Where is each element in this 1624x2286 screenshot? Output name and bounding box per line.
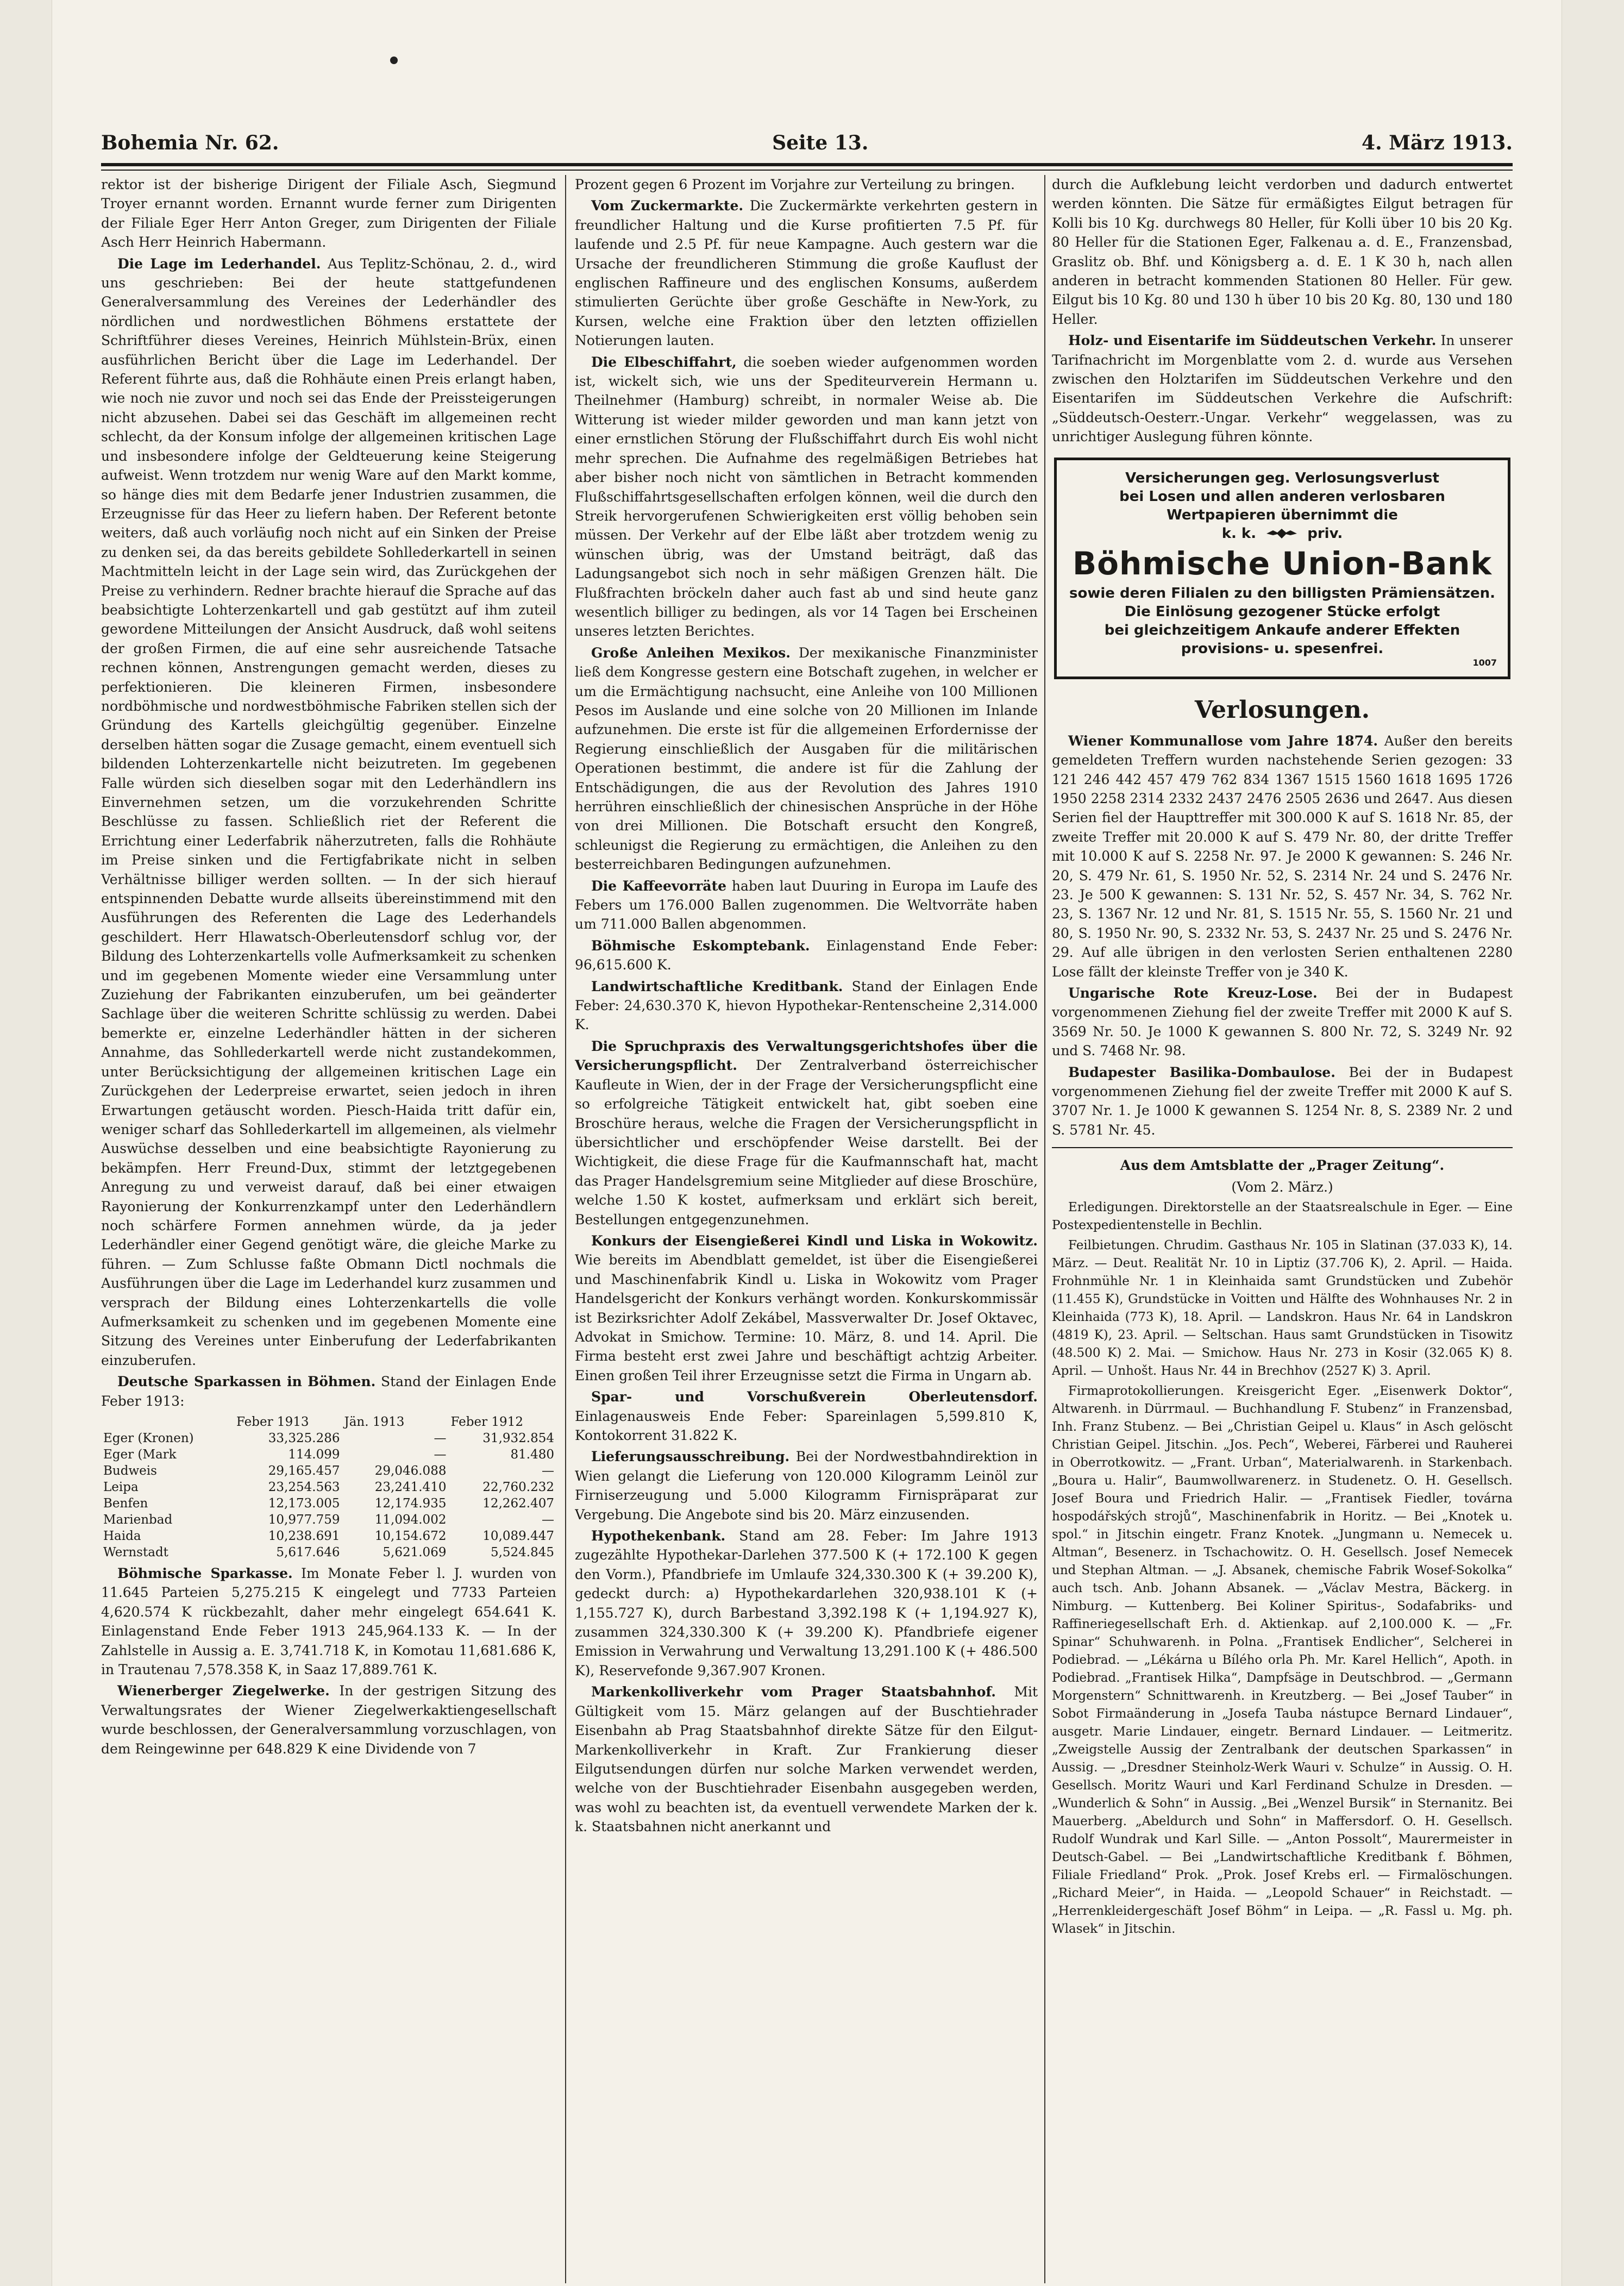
ad-text: priv. <box>1307 525 1343 542</box>
table-cell: — <box>542 1464 554 1478</box>
article-heading: Budapester Basilika-Dombaulose. <box>1068 1064 1335 1080</box>
article-ungarische-lose <box>1052 984 1513 1061</box>
article-body: In der gestrigen Sitzung des Verwaltungsrates der Wiener Ziegelwerkaktiengesellschaft wurde beschlossen, der Generalversammlung vorzuschlagen, von dem Reingewinne per 648.829 K eine Dividende von 7 <box>101 1683 556 1757</box>
article-body: Mit Gültigkeit vom 15. März gelangen auf der Buschtiehrader Eisenbahn ab Prag Staatsbahnhof direkte Sätze für den Eilgut-Markenkolliverkehr in Kraft. Zur Frankierung dieser Eilgutsendungen dürfen nur solche Marken verwendet werden, welche von der Buschtiehrader Eisenbahn ausgegeben werden, was wohl zu beachten ist, da eventuell verwendete Marken der k. k. Staatsbahnen nicht anerkannt und <box>575 1684 1038 1835</box>
table-cell: 5,617.646 <box>276 1545 340 1560</box>
article-kreditbank <box>575 977 1038 1035</box>
article-body: Einlagenstand Ende Feber: 96,615.600 K. <box>575 937 1038 973</box>
article-sparkassen <box>101 1372 556 1411</box>
table-cell: 81.480 <box>510 1448 554 1462</box>
table-cell: — <box>434 1448 447 1462</box>
table-cell: 10,089.447 <box>482 1529 554 1543</box>
article-heading: Die Kaffeevorräte <box>591 878 727 894</box>
amtsblatt-date: (Vom 2. März.) <box>1231 1179 1333 1195</box>
header-page-number: Seite 13. <box>772 131 869 154</box>
ad-text: k. k. <box>1221 525 1257 542</box>
article-body: Stand der Einlagen Ende Feber: 24,630.370 K, hievon Hypothekar-Rentenscheine 2,314.000 K. <box>575 978 1038 1033</box>
article-lederhandel <box>101 254 556 1370</box>
article-continuation: rektor ist der bisherige Dirigent der Filiale Asch, Siegmund Troyer ernannt worden. Ernannt wurde ferner zum Dirigenten der Filiale Eger Herr Anton Greger, zum Dirigenten der Filiale Asch Herr Heinrich Habermann. <box>101 177 556 250</box>
ad-text: bei Losen und allen anderen verlosbaren Wertpapieren übernimmt die <box>1119 488 1445 523</box>
table-cell: 31,932.854 <box>482 1431 554 1445</box>
article-heading: Böhmische Sparkasse. <box>117 1565 293 1581</box>
article-markenkolli <box>575 1682 1038 1836</box>
article-body: Bei der Nordwestbahndirektion in Wien gelangt die Lieferung von 120.000 Kilogramm Leinöl zur Firniserzeugung und 5.000 Kilogramm Firnispräparat zur Vergebung. Die Angebote sind bis 20. März einzusenden. <box>575 1449 1038 1523</box>
article-elbeschiffahrt <box>575 353 1038 641</box>
header-rule-thin <box>101 170 1513 171</box>
table-row <box>101 1495 556 1512</box>
article-heading: Die Spruchpraxis des Verwaltungsgerichtshofes über die Versicherungspflicht. <box>575 1038 1038 1074</box>
article-heading: Ungarische Rote Kreuz-Lose. <box>1068 985 1318 1001</box>
ad-text: bei gleichzeitigem Ankaufe anderer Effekten <box>1104 622 1460 638</box>
table-header: Feber 1912 <box>450 1415 523 1429</box>
savings-table <box>101 1414 556 1561</box>
article-wiener-kommunallose <box>1052 731 1513 981</box>
article-continuation: durch die Aufklebung leicht verdorben und dadurch entwertet werden könnten. Die Sätze für ermäßigtes Eilgut betragen für Kolli bis 10 Kg. durchwegs 80 Heller, für Kolli über 10 bis 20 Kg. 80 Heller für die Stationen Eger, Falkenau a. d. E., Franzensbad, Graslitz ob. Bhf. und Königsberg a. d. E. 1 K 30 h, nach allen anderen in betracht kommenden Stationen 80 Heller. Für gew. Eilgut bis 10 Kg. 80 und 130 h über 10 bis 20 Kg. 80, 130 und 180 Heller. <box>1052 177 1513 327</box>
ad-text: provisions- u. spesenfrei. <box>1181 640 1384 657</box>
article-body: Stand der Einlagen Ende Feber 1913: <box>101 1374 556 1409</box>
column-2 <box>575 175 1038 2283</box>
article-wienerberger <box>101 1681 556 1758</box>
table-cell: 10,238.691 <box>268 1529 340 1543</box>
article-heading: Wiener Kommunallose vom Jahre 1874. <box>1068 732 1378 749</box>
ad-text: Die Einlösung gezogener Stücke erfolgt <box>1124 603 1440 620</box>
article-body: Außer den bereits gemeldeten Treffern wurden nachstehende Serien gezogen: 33 121 246 442 457 479 762 834 1367 1515 1560 1618 1695 1726 1950 2258 2314 2332 2437 2476 2505 2636 und 2647. Aus diesen Serien fiel der Haupttreffer mit 300.000 K auf S. 1618 Nr. 85, der zweite Treffer mit 20.000 K auf S. 479 Nr. 80, der dritte Treffer mit 10.000 K auf S. 2258 Nr. 97. Je 2000 K gewannen: S. 246 Nr. 20, S. 479 Nr. 61, S. 1950 Nr. 52, S. 2314 Nr. 24 und S. 2476 Nr. 23. Je 500 K gewannen: S. 131 Nr. 52, S. 457 Nr. 34, S. 762 Nr. 23, S. 1367 Nr. 12 und Nr. 81, S. 1515 Nr. 55, S. 1560 Nr. 21 und 80, S. 1950 Nr. 90, S. 2332 Nr. 53, S. 2437 Nr. 25 und S. 2476 Nr. 29. Auf alle übrigen in den verlosten Serien enthaltenen 2280 Lose fällt der kleinste Treffer von je 340 K. <box>1052 732 1513 980</box>
article-heading: Die Elbeschiffahrt, <box>591 354 737 370</box>
section-title-verlosungen: Verlosungen. <box>1194 696 1370 724</box>
table-cell: 29,165.457 <box>268 1464 340 1478</box>
article-heading: Die Lage im Lederhandel. <box>117 255 321 272</box>
ad-code: 1007 <box>1472 657 1497 668</box>
amtsblatt-feilbietungen: Feilbietungen. Chrudim. Gasthaus Nr. 105 in Slatinan (37.033 K), 14. März. — Deut. Realität Nr. 10 in Liptiz (37.706 K), 2. April. — Haida. Frohnmühle Nr. 1 in Kleinhaida samt Grundstücken und Zubehör (11.455 K), Grundstücke in Voitten und Hälfte des Wohnhauses Nr. 2 in Kleinhaida (773 K), 18. April. — Landskron. Haus Nr. 64 in Landskron (4819 K), 23. April. — Seltschan. Haus samt Grundstücken in Tisowitz (48.500 K) 2. Mai. — Smichow. Haus Nr. 273 in Kosir (32.065 K) 8. April. — Unhošt. Haus Nr. 44 in Brechhov (2527 K) 3. April. <box>1052 1238 1513 1379</box>
article-body: Die Zuckermärkte verkehrten gestern in freundlicher Haltung und die Kurse profitierten 7.5 Pf. für laufende und 2.5 Pf. für neue Kampagne. Auch gestern war die Ursache der freundlicheren Stimmung die große Kauflust der englischen Raffineure und des englischen Konsums, außerdem stimulierten Gerüchte über große Geschäfte in New-York, zu Kursen, welche eine Fraktion über den letzten offiziellen Notierungen lauten. <box>575 198 1038 349</box>
article-body: Bei der in Budapest vorgenommenen Ziehung fiel der zweite Treffer mit 2000 K auf S. 3569 Nr. 50. Je 1000 K gewannen S. 800 Nr. 72, S. 3249 Nr. 92 und S. 7468 Nr. 98. <box>1052 985 1513 1059</box>
ad-kk-line <box>1068 524 1497 543</box>
table-cell: 33,325.286 <box>268 1431 340 1445</box>
amtsblatt-erledigungen: Erledigungen. Direktorstelle an der Staatsrealschule in Eger. — Eine Postexpedientenstelle in Bechlin. <box>1052 1200 1513 1233</box>
table-cell: 10,977.759 <box>268 1513 340 1527</box>
article-body: Wie bereits im Abendblatt gemeldet, ist über die Eisengießerei und Maschinenfabrik Kindl u. Liska in Wokowitz vom Prager Handelsgericht der Konkurs verhängt worden. Konkurskommissär ist Bezirksrichter Adolf Zekábel, Massverwalter Dr. Josef Oktavec, Advokat in Smichow. Termine: 10. März, 8. und 14. April. Die Firma besteht erst zwei Jahre und beschäftigt achtzig Arbeiter. Einen großen Teil ihrer Erzeugnisse setzt die Firma in Ungarn ab. <box>575 1252 1038 1383</box>
article-continuation: Prozent gegen 6 Prozent im Vorjahre zur Verteilung zu bringen. <box>575 177 1015 192</box>
table-row <box>101 1544 556 1561</box>
section-divider <box>1052 1147 1513 1148</box>
table-cell: 22,760.232 <box>482 1480 554 1494</box>
column-rule-1 <box>565 175 566 2283</box>
article-body: Im Monate Feber l. J. wurden von 11.645 Parteien 5,275.215 K eingelegt und 7733 Parteien 4,620.574 K rückbezahlt, daher mehr eingelegt 654.641 K. Einlagenstand Ende Feber 1913 245,964.133 K. — In der Zahlstelle in Aussig a. E. 3,741.718 K, in Komotau 11,681.686 K, in Trautenau 7,578.358 K, in Saaz 17,889.761 K. <box>101 1565 556 1678</box>
page-header <box>101 126 1513 160</box>
header-rule <box>101 163 1513 166</box>
table-cell: — <box>542 1513 554 1527</box>
table-cell: Eger (Kronen) <box>103 1431 194 1445</box>
table-row <box>101 1512 556 1528</box>
article-konkurs <box>575 1231 1038 1385</box>
table-cell: Wernstadt <box>103 1545 168 1560</box>
article-hypothekenbank <box>575 1526 1038 1680</box>
article-body: Stand am 28. Feber: Im Jahre 1913 zugezählte Hypothekar-Darlehen 377.500 K (+ 172.100 K gegen den Vorm.), Pfandbriefe im Umlaufe 324,330.300 K (+ 39.200 K), gedeckt durch: a) Hypothekardarlehen 320,938.101 K (+ 1,155.727 K), durch Barbestand 3,392.198 K (+ 1,194.927 K), zusammen 324,330.300 K (+ 39.200 K). Pfandbriefe eigener Emission in Verwahrung und Verwaltung 13,291.100 K (+ 486.500 K), Reservefonde 9,367.907 Kronen. <box>575 1528 1038 1679</box>
article-body: Aus Teplitz-Schönau, 2. d., wird uns geschrieben: Bei der heute stattgefundenen Generalversammlung des Vereines der Lederhändler des nördlichen und nordwestlichen Böhmens erstattete der Schriftführer dieses Vereines, Heinrich Mühlstein-Brüx, einen ausführlichen Bericht über die Lage im Lederhandel. Der Referent führte aus, daß die Rohhäute einen Preis erlangt haben, wie noch nie zuvor und noch sei das Ende der Preissteigerungen nicht abzusehen. Dabei sei das Geschäft im allgemeinen recht schlecht, da der Konsum infolge der allgemeinen kritischen Lage und insbesondere infolge der Geldteuerung keine Steigerung aufweist. Wenn trotzdem nur wenig Ware auf den Markt komme, so hänge dies mit dem Bedarfe jener Industrien zusammen, die Erzeugnisse für das Heer zu liefern haben. Der Referent betonte weiters, daß auch vorläufig noch nicht auf ein Sinken der Preise zu denken sei, da das bereits gebildete Sohllederkartell in seinen Machtmitteln leicht in der Lage sein wird, das Zurückgehen der Preise zu verhindern. Redner brachte hierauf die Sprache auf das beabsichtigte Lohterzenkartell und gab gestützt auf ihm zuteil gewordene Mitteilungen der Ansicht Ausdruck, daß wohl seitens der großen Firmen, die auf eine sehr ausreichende Tatsache rechnen können, Anstrengungen gemacht werden, dieses zu perfektionieren. Die kleineren Firmen, insbesondere nordböhmische und nordwestböhmische Fabriken stellen sich der Gründung des Kartells gleichgültig gegenüber. Einzelne derselben hätten sogar die Zusage gemacht, einem eventuell sich bildenden Lohterzenkartelle nicht beizutreten. Im gegebenen Falle würden sich dieselben sogar mit den Lederhändlern ins Einvernehmen setzen, um die vorzukehrenden Schritte Beschlüsse zu fassen. Schließlich riet der Referent die Errichtung einer Lederfabrik näherzutreten, falls die Rohhäute im Preise sinken und die Fertigfabrikate nicht in selben Verhältnisse billiger werden sollten. — In der sich hierauf entspinnenden Debatte wurde allseits übereinstimmend mit den Ausführungen des Referenten die Lage des Lederhandels geschildert. Herr Hlawatsch-Oberleutensdorf schlug vor, der Bildung des Lohterzenkartells volle Aufmerksamkeit zu schenken und im gegebenen Momente wieder eine Versammlung unter Zuziehung der Fabrikanten einzuberufen, um bei geänderter Sachlage über die weiteren Schritte schlüssig zu werden. Dabei bemerkte er, einzelne Lederhändler hätten in der sicheren Annahme, das Sohllederkartell werde nicht zustandekommen, unter Berücksichtigung der allgemeinen kritischen Lage ein Zurückgehen der Lederpreise erwartet, seien jedoch in ihren Erwartungen getäuscht worden. Piesch-Haida tritt dafür ein, weniger scharf das Sohllederkartell im allgemeinen, als vielmehr Auswüchse desselben und eine beabsichtigte Rayonierung zu bekämpfen. Herr Freund-Dux, stimmt der letztgegebenen Anregung zu und verweist darauf, daß bei einer etwaigen Rayonierung der Konkurrenzkampf unter den Lederhändlern noch schärfere Formen annehmen würde, da ja jeder Lederhändler einer Gegend genötigt wäre, die gleiche Marke zu führen. — Zum Schlusse faßte Obmann Dictl nochmals die Ausführungen über die Lage im Lederhandel kurz zusammen und versprach der Bildung eines Lohterzenkartells die volle Aufmerksamkeit zu schenken und im gegebenen Momente eine Sitzung des Vereines unter Einberufung der Lederfabrikanten einzuberufen. <box>101 255 556 1368</box>
table-cell: 12,262.407 <box>482 1496 554 1511</box>
table-cell: 5,621.069 <box>383 1545 447 1560</box>
table-cell: 11,094.002 <box>374 1513 447 1527</box>
article-heading: Große Anleihen Mexikos. <box>591 644 791 661</box>
table-cell: Haida <box>103 1529 141 1543</box>
article-body: haben laut Duuring in Europa im Laufe des Febers um 176.000 Ballen zugenommen. Die Weltvorräte haben um 711.000 Ballen abgenommen. <box>575 878 1038 932</box>
article-heading: Wienerberger Ziegelwerke. <box>117 1683 330 1699</box>
table-cell: Budweis <box>103 1464 157 1478</box>
table-header: Feber 1913 <box>236 1415 309 1429</box>
table-row <box>101 1528 556 1544</box>
article-heading: Markenkolliverkehr vom Prager Staatsbahnhof. <box>591 1684 996 1700</box>
article-lieferung <box>575 1447 1038 1524</box>
table-cell: 23,241.410 <box>374 1480 447 1494</box>
ad-bank-name: Böhmische Union-Bank <box>1072 544 1493 582</box>
article-body: Der mexikanische Finanzminister ließ dem Kongresse gestern eine Botschaft zugehen, in welcher er um die Ermächtigung nachsucht, eine Anleihe von 100 Millionen Pesos im Auslande und eine solche von 20 Millionen im Inlande aufzunehmen. Die erste ist für die allgemeinen Erfordernisse der Regierung einschließlich der Ausgaben für die militärischen Operationen bestimmt, die andere ist für die Zahlung der Entschädigungen, die aus der Revolution des Jahres 1910 herrühren einschließlich der chinesischen Ansprüche in der Höhe von drei Millionen. Die Botschaft ersucht den Kongreß, schleunigst die Regierung zu ermächtigen, die Anleihen zu den besterreichbaren Bedingungen aufzunehmen. <box>575 644 1038 873</box>
column-1 <box>101 175 556 2283</box>
table-cell: Eger (Mark <box>103 1448 177 1462</box>
article-kaffee <box>575 876 1038 934</box>
table-cell: 10,154.672 <box>374 1529 447 1543</box>
article-boehm-sparkasse <box>101 1564 556 1679</box>
table-cell: 114.099 <box>288 1448 340 1462</box>
ad-headline: Versicherungen geg. Verlosungsverlust <box>1125 469 1439 486</box>
table-row <box>101 1430 556 1446</box>
article-mexiko <box>575 643 1038 874</box>
article-vorschussverein <box>575 1387 1038 1445</box>
article-heading: Böhmische Eskomptebank. <box>591 937 810 954</box>
article-spruchpraxis <box>575 1037 1038 1229</box>
ad-text: sowie deren Filialen zu den billigsten Prämiensätzen. <box>1069 585 1495 602</box>
column-rule-2 <box>1044 175 1045 2283</box>
article-heading: Holz- und Eisentarife im Süddeutschen Verkehr. <box>1068 333 1437 349</box>
article-eskomptebank <box>575 936 1038 975</box>
table-cell: — <box>434 1431 447 1445</box>
table-cell: Marienbad <box>103 1513 173 1527</box>
article-heading: Deutsche Sparkassen in Böhmen. <box>117 1374 376 1390</box>
header-date: 4. März 1913. <box>1362 131 1513 154</box>
table-row <box>101 1463 556 1479</box>
article-heading: Hypothekenbank. <box>591 1528 726 1544</box>
article-body: In unserer Tarifnachricht im Morgenblatte vom 2. d. wurde aus Versehen zwischen den Holztarifen im Süddeutschen Verkehre und den Eisentarifen im Süddeutschen Verkehre die Aufschrift: „Süddeutsch-Oesterr.-Ungar. Verkehr“ weggelassen, was zu unrichtiger Auslegung führen könnte. <box>1052 333 1513 445</box>
eagle-emblem-icon <box>1265 527 1298 540</box>
article-heading: Vom Zuckermarkte. <box>591 198 744 214</box>
amtsblatt-firmen: Firmaprotokollierungen. Kreisgericht Eger. „Eisenwerk Doktor“, Altwarenh. in Dürrmaul. — Buchhandlung F. Stubenz“ in Franzensbad, Inh. Franz Stubenz. — Bei „Christian Geipel u. Klaus“ in Asch gelöscht Christian Geipel. Jitschin. „Jos. Pech“, Weberei, Färberei und Rauherei in Oberrotkowitz. — „Frant. Urban“, Materialwarenh. in Starkenbach. „Boura u. Halir“, Baumwollwarenerz. in Studenetz. O. H. Gesellsch. Josef Boura und Friedrich Halir. — „Frantisek Fiedler, továrna hospodářských strojů“, Maschinenfabrik in Horitz. — Bei „Knotek u. spol.“ in Jitschin eingetr. Franz Knotek. „Jungmann u. Nemecek u. Altman“, Besenerz. in Tschachowitz. O. H. Gesellsch. Josef Nemecek und Stephan Altman. — „J. Absanek, chemische Fabrik Wosef-Sokolka“ auch tsch. Anb. Johann Absanek. — „Václav Mestra, Bäckerg. in Nimburg. — Kuttenberg. Bei Koliner Spiritus-, Sodafabriks- und Raffineriegesellschaft Erh. d. Aktienkap. auf 2,100.000 K. — „Fr. Spinar“ Schuhwarenh. in Polna. „Frantisek Endlicher“, Selcherei in Podiebrad. — „Lékárna u Bílého orla Ph. Mr. Karel Hellich“, Apoth. in Podiebrad. „Frantisek Hilka“, Dampfsäge in Deutschbrod. — „Germann Morgenstern“ Schnittwarenh. in Kreutzberg. — Bei „Josef Tauber“ in Sobot Firmaänderung in „Josefa Tauba nástupce Bernard Lindauer“, ausgetr. Marie Lindauer, eingetr. Bernard Lindauer. — Leitmeritz. „Zweigstelle Aussig der Zentralbank der deutschen Sparkassen“ in Aussig. — „Dresdner Steinholz-Werk Wauri v. Schulze“ in Aussig. O. H. Gesellsch. Moritz Wauri und Karl Ferdinand Schulze in Dresden. — „Wunderlich & Sohn“ in Aussig. „Bei „Wenzel Bursik“ in Sternanitz. Bei Mauerberg. „Abeldurch und Sohn“ in Maffersdorf. O. H. Gesellsch. Rudolf Wundrak und Karl Sille. — „Anton Possolt“, Maurermeister in Deutsch-Gabel. — Bei „Landwirtschaftliche Kreditbank f. Böhmen, Filiale Friedland“ Prok. „Prok. Josef Krebs erl. — Firmalöschungen. „Richard Meier“, in Haida. — „Leopold Schauer“ in Reichstadt. — „Herrenkleidergeschäft Josef Böhm“ in Leipa. — „R. Fassl u. Mg. ph. Wlasek“ in Jitschin. <box>1052 1384 1513 1937</box>
ink-speck <box>390 57 398 64</box>
column-3 <box>1052 175 1513 2283</box>
table-row <box>101 1479 556 1495</box>
article-heading: Spar- und Vorschußverein Oberleutensdorf. <box>591 1389 1038 1405</box>
bank-advertisement <box>1054 458 1510 679</box>
table-cell: 23,254.563 <box>268 1480 340 1494</box>
article-body: die soeben wieder aufgenommen worden ist, wickelt sich, wie uns der Spediteurverein Hermann u. Theilnehmer (Hamburg) schreibt, in normaler Weise ab. Die Witterung ist wieder milder geworden und man kann jetzt von einer ernstlichen Störung der Flußschiffahrt durch Eis wohl nicht mehr sprechen. Die Aufnahme des regelmäßigen Betriebes hat aber bisher noch nicht von sämtlichen in Betracht kommenden Flußschiffahrtsgesellschaften erfolgen können, weil die durch den Streik hervorgerufenen Schwierigkeiten erst völlig behoben sein müssen. Der Verkehr auf der Elbe läßt aber trotzdem wenig zu wünschen übrig, was der Umstand beiträgt, daß das Ladungsangebot sich noch in sehr mäßigen Grenzen hält. Die Flußfrachten bröckeln daher auch fast ab und sind heute ganz wesentlich billiger zu bedingen, als vor 14 Tagen bei Erscheinen unseres letzten Berichtes. <box>575 354 1038 640</box>
article-zuckermarkt <box>575 196 1038 350</box>
header-paper-number: Bohemia Nr. 62. <box>101 131 279 154</box>
article-body: Bei der in Budapest vorgenommenen Ziehung fiel der zweite Treffer mit 2000 K auf S. 3707 Nr. 1. Je 1000 K gewannen S. 1254 Nr. 8, S. 2389 Nr. 2 und S. 5781 Nr. 45. <box>1052 1064 1513 1138</box>
article-body: Einlagenausweis Ende Feber: Spareinlagen 5,599.810 K, Kontokorrent 31.822 K. <box>575 1408 1038 1443</box>
table-header <box>101 1414 234 1430</box>
table-header: Jän. 1913 <box>344 1415 405 1429</box>
article-holztarife <box>1052 331 1513 446</box>
table-cell: 29,046.088 <box>374 1464 447 1478</box>
article-basilika-lose <box>1052 1063 1513 1140</box>
table-header-row <box>101 1414 556 1430</box>
table-cell: Leipa <box>103 1480 139 1494</box>
article-heading: Landwirtschaftliche Kreditbank. <box>591 978 843 994</box>
article-heading: Konkurs der Eisengießerei Kindl und Liska in Wokowitz. <box>591 1232 1038 1249</box>
article-heading: Lieferungsausschreibung. <box>591 1449 790 1465</box>
amtsblatt-heading: Aus dem Amtsblatte der „Prager Zeitung“. <box>1120 1157 1445 1174</box>
table-cell: Benfen <box>103 1496 148 1511</box>
article-body: Der Zentralverband österreichischer Kaufleute in Wien, der in der Frage der Versicherungspflicht eine so erfolgreiche Tätigkeit entwickelt hat, gibt soeben eine Broschüre heraus, welche die Fragen der Versicherungspflicht in übersichtlicher und erschöpfender Weise darstellt. Bei der Wichtigkeit, die diese Frage für die Kaufmannschaft hat, macht das Prager Handelsgremium seine Mitglieder auf diese Broschüre, welche 1.50 K kostet, aufmerksam und erklärt sich bereit, Bestellungen entgegenzunehmen. <box>575 1057 1038 1227</box>
table-cell: 12,173.005 <box>268 1496 340 1511</box>
table-cell: 5,524.845 <box>490 1545 554 1560</box>
table-row <box>101 1446 556 1463</box>
table-cell: 12,174.935 <box>374 1496 447 1511</box>
